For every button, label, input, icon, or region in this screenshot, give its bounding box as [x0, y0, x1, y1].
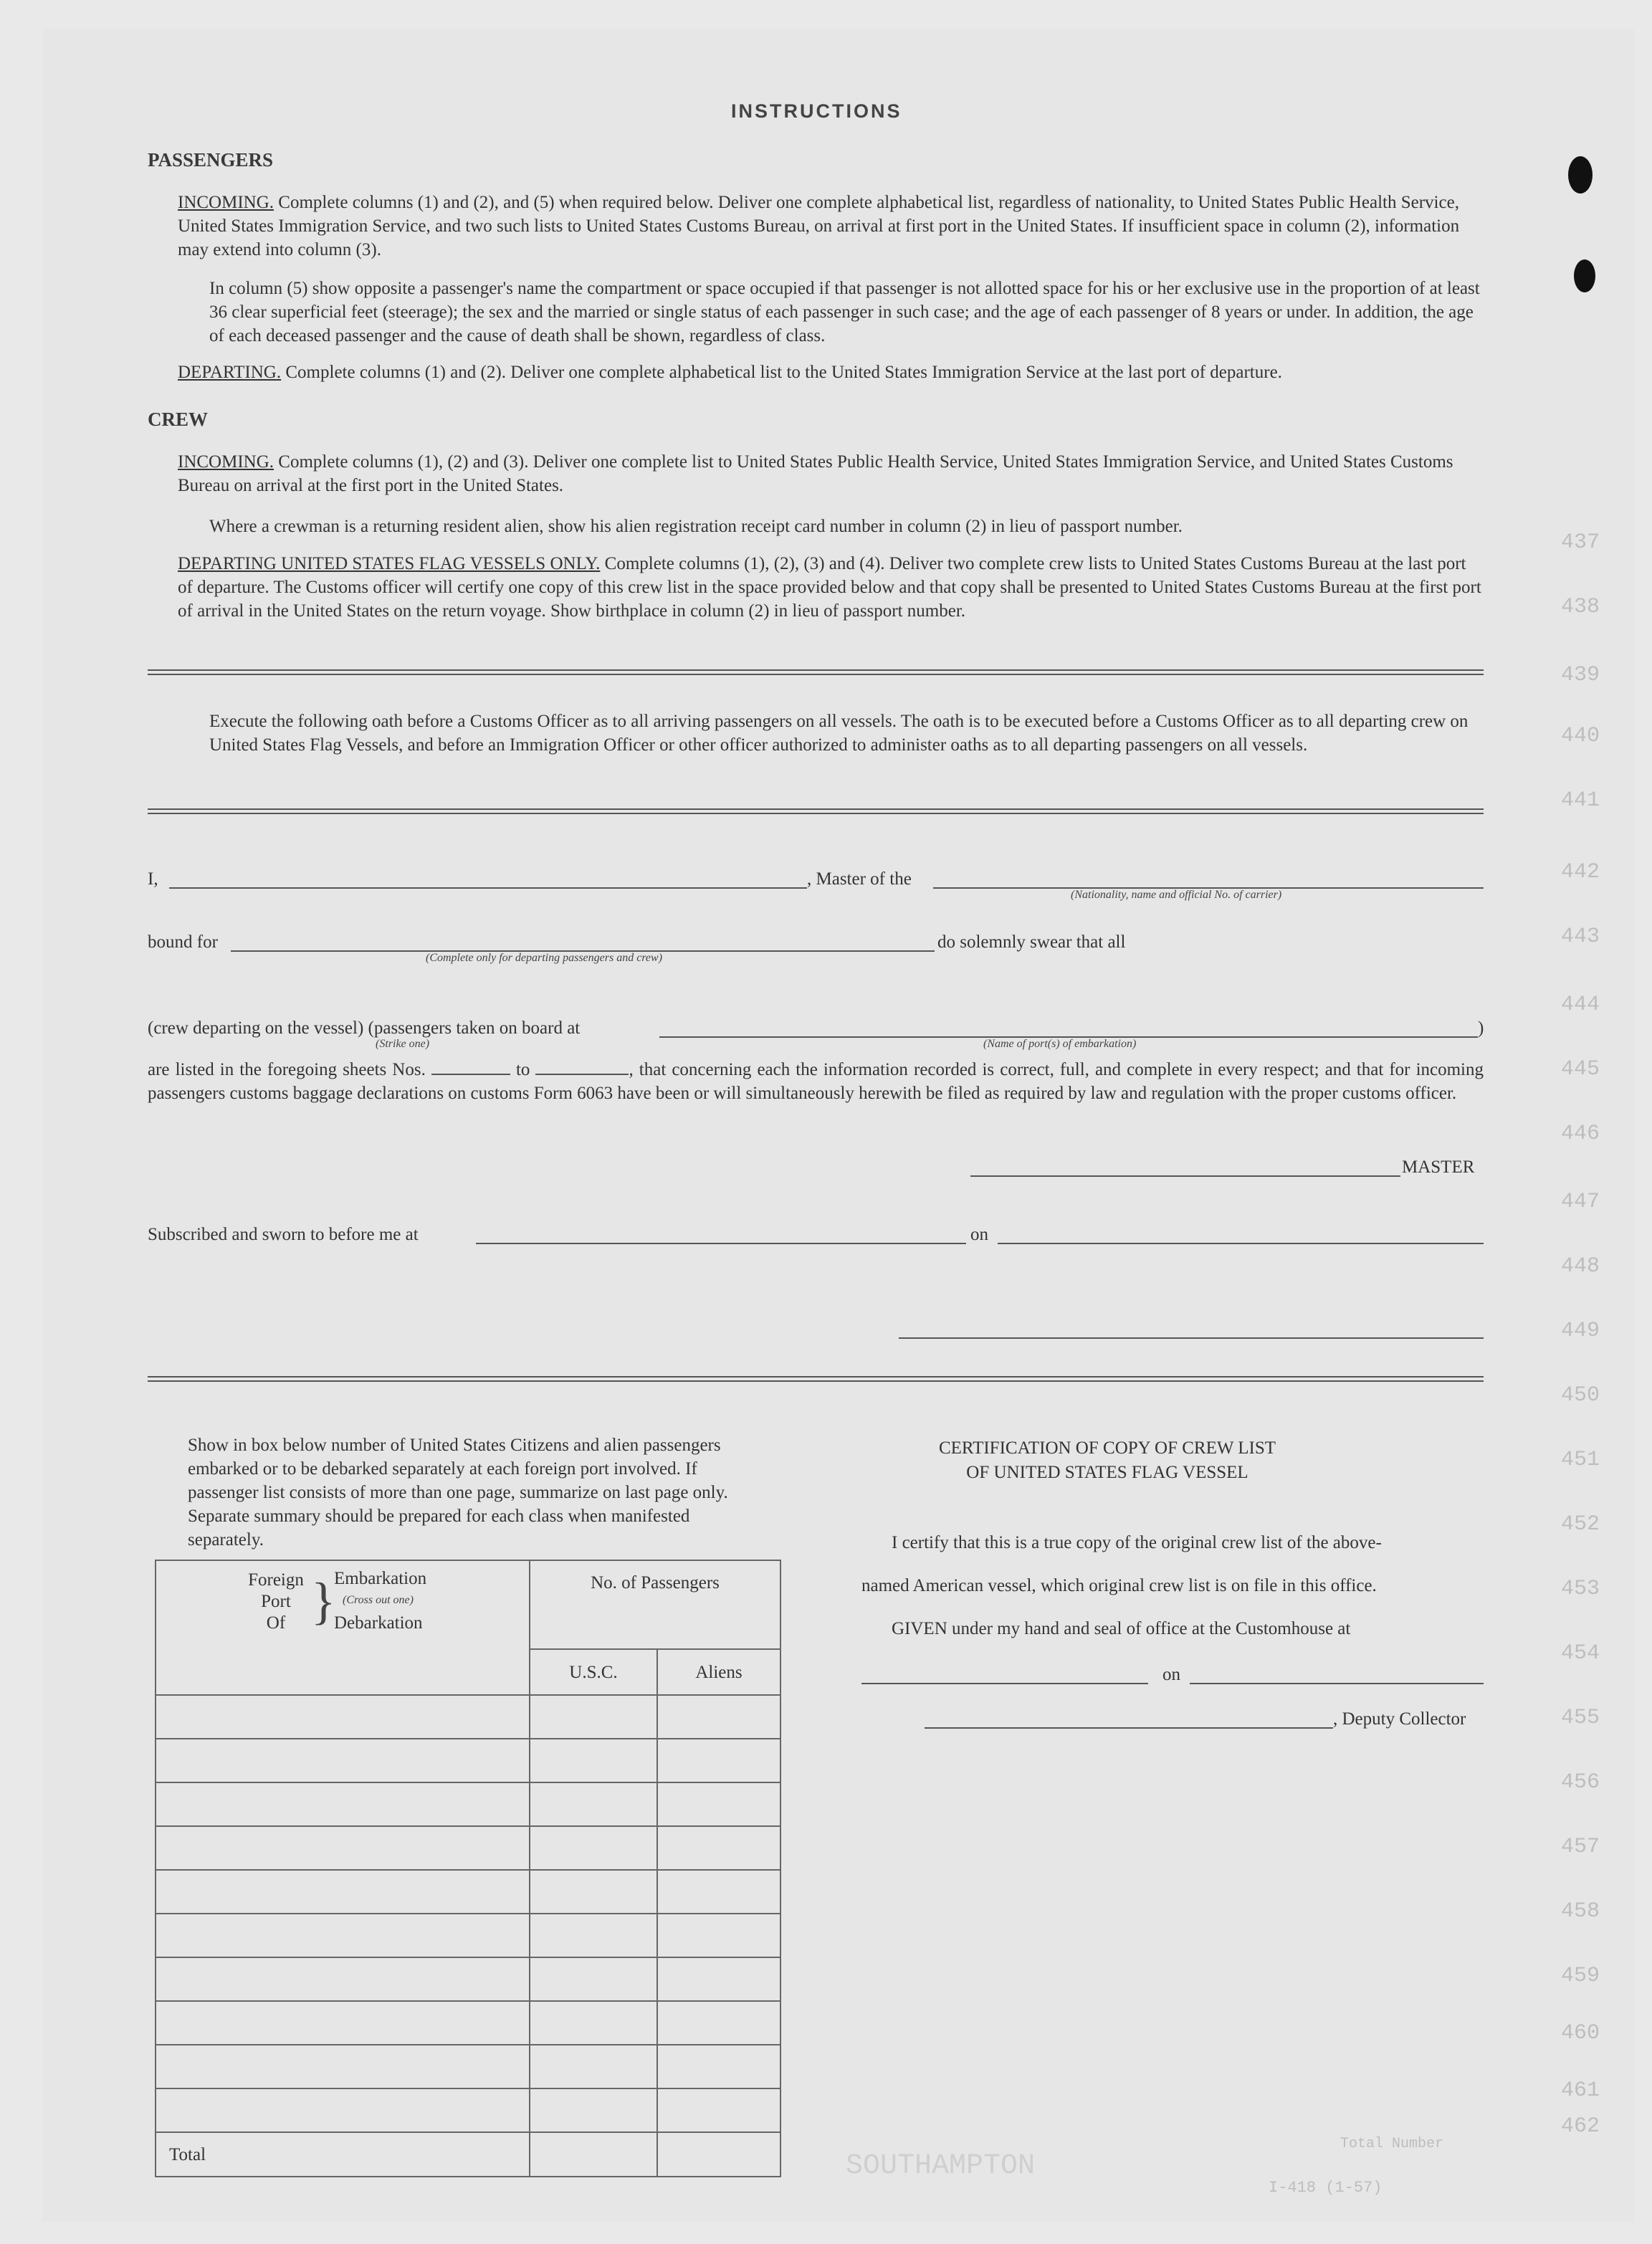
oath-on: on [970, 1225, 988, 1244]
margin-number: 453 [1561, 1577, 1600, 1601]
oath-close-paren: ) [1478, 1018, 1484, 1038]
usc-cell[interactable] [530, 2001, 657, 2045]
usc-cell[interactable] [530, 1826, 657, 1870]
bound-note: (Complete only for departing passengers and crew) [426, 952, 663, 964]
usc-cell[interactable] [530, 1914, 657, 1957]
total-number-ghost: Total Number [1340, 2136, 1444, 2152]
no-of-passengers: No. of Passengers [591, 1573, 720, 1593]
total-aliens-cell[interactable] [657, 2132, 780, 2177]
customhouse-field[interactable] [861, 1683, 1148, 1684]
margin-number: 440 [1561, 724, 1600, 748]
margin-number: 459 [1561, 1964, 1600, 1988]
margin-number: 448 [1561, 1254, 1600, 1279]
crew-resident: Where a crewman is a returning resident alien, show his alien registration receipt card number in column (2) in lieu of passport number. [209, 517, 1183, 536]
usc-cell[interactable] [530, 2045, 657, 2088]
listed-b: , that concerning each the information recorded is correct, full, and complete in every respect; and that for incoming passengers customs baggage declarations on customs Form 6063 have been or will simultaneously herewith be filed as required by law and regulation with the proper customs officer. [148, 1060, 1484, 1103]
divider-line [148, 669, 1484, 675]
oath-master-of: , Master of the [807, 869, 912, 889]
ink-blot [1574, 259, 1595, 292]
carrier-note: (Nationality, name and official No. of carrier) [1071, 889, 1282, 901]
total-usc-cell[interactable] [530, 2132, 657, 2177]
margin-number: 445 [1561, 1057, 1600, 1082]
aliens-header [657, 1649, 780, 1695]
port-cell[interactable] [156, 1826, 530, 1870]
aliens-cell[interactable] [657, 1957, 780, 2001]
port-cell[interactable] [156, 1870, 530, 1914]
oath-intro: Execute the following oath before a Customs Officer as to all arriving passengers on all vessels. The oath is to be executed before a Customs Officer as to all departing crew on United States Flag Vessels, and before an Immigration Officer or other officer authorized to administer oaths as to all departing passengers on all vessels. [209, 712, 1469, 755]
listed-to: to [515, 1060, 530, 1079]
cert-on: on [1162, 1665, 1180, 1684]
sheet-to-field[interactable] [535, 1058, 629, 1075]
incoming-text: Complete columns (1) and (2), and (5) when required below. Deliver one complete alphabetical list, regardless of nationality, to United States Public Health Service, United States Immigration Service, and two such lists to United States Customs Bureau, on arrival at first port in the United States. If insufficient space in column (2), information may extend into column (3). [178, 193, 1460, 259]
foreign-port-of [237, 1570, 315, 1634]
master-label: MASTER [1402, 1157, 1475, 1177]
margin-number: 441 [1561, 788, 1600, 813]
table-row [156, 2045, 780, 2088]
margin-number: 451 [1561, 1448, 1600, 1472]
oath-swear: do solemnly swear that all [937, 932, 1126, 952]
officer-signature-field[interactable] [899, 1337, 1484, 1339]
summary-text: Show in box below number of United States Citizens and alien passengers embarked or to be debarked separately at each foreign port involved. If passenger list consists of more than one page, summarize on last page only. Separate summary should be prepared for each class when manifested separately. [188, 1436, 728, 1550]
port-cell[interactable] [156, 1739, 530, 1782]
divider-line [148, 808, 1484, 814]
table-row [156, 1826, 780, 1870]
port-cell[interactable] [156, 2088, 530, 2132]
divider-line [148, 1376, 1484, 1382]
embarkation-label: Embarkation [334, 1569, 427, 1588]
aliens-cell[interactable] [657, 1826, 780, 1870]
margin-number: 460 [1561, 2021, 1600, 2045]
cert-date-field[interactable] [1190, 1683, 1484, 1684]
usc-cell[interactable] [530, 1782, 657, 1826]
oath-listed [148, 1058, 1484, 1105]
aliens-cell[interactable] [657, 1782, 780, 1826]
master-signature-field[interactable] [970, 1175, 1400, 1177]
margin-number: 454 [1561, 1641, 1600, 1666]
aliens-cell[interactable] [657, 1739, 780, 1782]
aliens-label: Aliens [695, 1662, 743, 1682]
port-cell[interactable] [156, 1695, 530, 1739]
port-header-cell [156, 1560, 530, 1695]
page-title: INSTRUCTIONS [731, 100, 902, 122]
foreign-word: Foreign [248, 1570, 304, 1590]
margin-number: 439 [1561, 663, 1600, 687]
port-cell[interactable] [156, 2001, 530, 2045]
cert-line-2: named American vessel, which original crew list is on file in this office. [861, 1576, 1377, 1595]
margin-number: 442 [1561, 860, 1600, 884]
crew-heading: CREW [148, 409, 209, 430]
crew-incoming-label: INCOMING. [178, 452, 274, 472]
incoming-label: INCOMING. [178, 193, 274, 212]
usc-cell[interactable] [530, 2088, 657, 2132]
margin-number: 438 [1561, 595, 1600, 619]
cert-title-1: CERTIFICATION OF COPY OF CREW LIST [938, 1438, 1276, 1458]
aliens-cell[interactable] [657, 2088, 780, 2132]
oath-i-label: I, [148, 869, 158, 889]
table-row [156, 1739, 780, 1782]
port-cell[interactable] [156, 1957, 530, 2001]
of-word: Of [266, 1613, 286, 1633]
master-name-field[interactable] [169, 887, 807, 889]
usc-cell[interactable] [530, 1695, 657, 1739]
ink-blot [1568, 156, 1593, 194]
listed-a: are listed in the foregoing sheets Nos. [148, 1060, 426, 1079]
usc-cell[interactable] [530, 1870, 657, 1914]
oath-crew-departing: (crew departing on the vessel) (passengers taken on board at [148, 1018, 581, 1038]
table-row [156, 1914, 780, 1957]
margin-number: 450 [1561, 1383, 1600, 1408]
aliens-cell[interactable] [657, 2001, 780, 2045]
aliens-cell[interactable] [657, 1870, 780, 1914]
deputy-signature-field[interactable] [925, 1727, 1333, 1729]
passengers-header [530, 1560, 780, 1649]
certification-title [860, 1436, 1519, 1485]
port-cell[interactable] [156, 1914, 530, 1957]
port-cell[interactable] [156, 2045, 530, 2088]
cross-out-note: (Cross out one) [343, 1594, 414, 1606]
table-row [156, 1782, 780, 1826]
total-label: Total [169, 2144, 206, 2164]
aliens-cell[interactable] [657, 1914, 780, 1957]
margin-number: 449 [1561, 1319, 1600, 1343]
usc-cell[interactable] [530, 1739, 657, 1782]
subscribed-at-field[interactable] [476, 1243, 966, 1244]
passengers-departing [178, 361, 1484, 384]
aliens-cell[interactable] [657, 2045, 780, 2088]
margin-number: 456 [1561, 1770, 1600, 1795]
crew-departing-text: Complete columns (1), (2), (3) and (4). Deliver two complete crew lists to United States Customs Bureau at the last port of departure. The Customs officer will certify one copy of this crew list in the space provided below and that copy shall be presented to United States Customs Bureau at the first port of arrival in the United States on the return voyage. Show birthplace in column (2) in lieu of passport number. [178, 554, 1481, 621]
margin-number: 455 [1561, 1706, 1600, 1730]
cert-given: GIVEN under my hand and seal of office at the Customhouse at [892, 1619, 1351, 1638]
margin-number: 443 [1561, 925, 1600, 949]
crew-departing [178, 552, 1484, 623]
table-row [156, 2001, 780, 2045]
margin-number: 462 [1561, 2114, 1600, 2139]
cert-line-1: I certify that this is a true copy of the original crew list of the above- [892, 1533, 1382, 1552]
usc-cell[interactable] [530, 1957, 657, 2001]
margin-number: 444 [1561, 993, 1600, 1017]
debarkation-label: Debarkation [334, 1613, 423, 1633]
port-word: Port [261, 1592, 291, 1611]
margin-number: 457 [1561, 1835, 1600, 1859]
strike-note: (Strike one) [376, 1038, 430, 1050]
stamp-ghost: SOUTHAMPTON [846, 2150, 1036, 2182]
cert-title-2: OF UNITED STATES FLAG VESSEL [966, 1463, 1248, 1482]
subscribed-date-field[interactable] [998, 1243, 1484, 1244]
margin-number: 452 [1561, 1512, 1600, 1537]
passengers-incoming [178, 191, 1484, 262]
deputy-collector-label: , Deputy Collector [1333, 1709, 1466, 1729]
departing-label: DEPARTING. [178, 363, 282, 382]
usc-label: U.S.C. [569, 1662, 618, 1682]
oath-subscribed: Subscribed and sworn to before me at [148, 1225, 419, 1244]
margin-number: 458 [1561, 1899, 1600, 1924]
oath-bound-for: bound for [148, 932, 218, 952]
usc-header [530, 1649, 657, 1695]
margin-number: 447 [1561, 1190, 1600, 1214]
port-cell[interactable] [156, 1782, 530, 1826]
passengers-heading: PASSENGERS [148, 149, 274, 171]
sheet-from-field[interactable] [431, 1058, 510, 1075]
margin-number: 461 [1561, 2078, 1600, 2103]
margin-number: 437 [1561, 530, 1600, 555]
table-row [156, 1870, 780, 1914]
table-row [156, 1695, 780, 1739]
total-row [156, 2132, 780, 2177]
aliens-cell[interactable] [657, 1695, 780, 1739]
footer-form-mark: I-418 (1-57) [1269, 2179, 1383, 2197]
margin-number: 446 [1561, 1122, 1600, 1146]
passengers-column5: In column (5) show opposite a passenger's name the compartment or space occupied if that passenger is not allotted space for his or her exclusive use in the proportion of at least 36 clear superficial feet (steerage); the sex and the married or single status of each passenger in such case; and the age of each passenger of 8 years or under. In addition, the age of each deceased passenger and the cause of death shall be shown, regardless of class. [209, 279, 1480, 345]
summary-table [155, 1560, 781, 2177]
crew-incoming-text: Complete columns (1), (2) and (3). Deliver one complete list to United States Public Health Service, United States Immigration Service, and United States Customs Bureau on arrival at the first port in the United States. [178, 452, 1453, 495]
crew-departing-label: DEPARTING UNITED STATES FLAG VESSELS ONLY. [178, 554, 601, 573]
brace-glyph: } [311, 1572, 336, 1630]
crew-incoming [178, 450, 1484, 497]
table-row [156, 2088, 780, 2132]
departing-text: Complete columns (1) and (2). Deliver one complete alphabetical list to the United States Immigration Service at the last port of departure. [285, 363, 1282, 382]
total-label-cell [156, 2132, 530, 2177]
ports-note: (Name of port(s) of embarkation) [983, 1038, 1137, 1050]
table-row [156, 1957, 780, 2001]
